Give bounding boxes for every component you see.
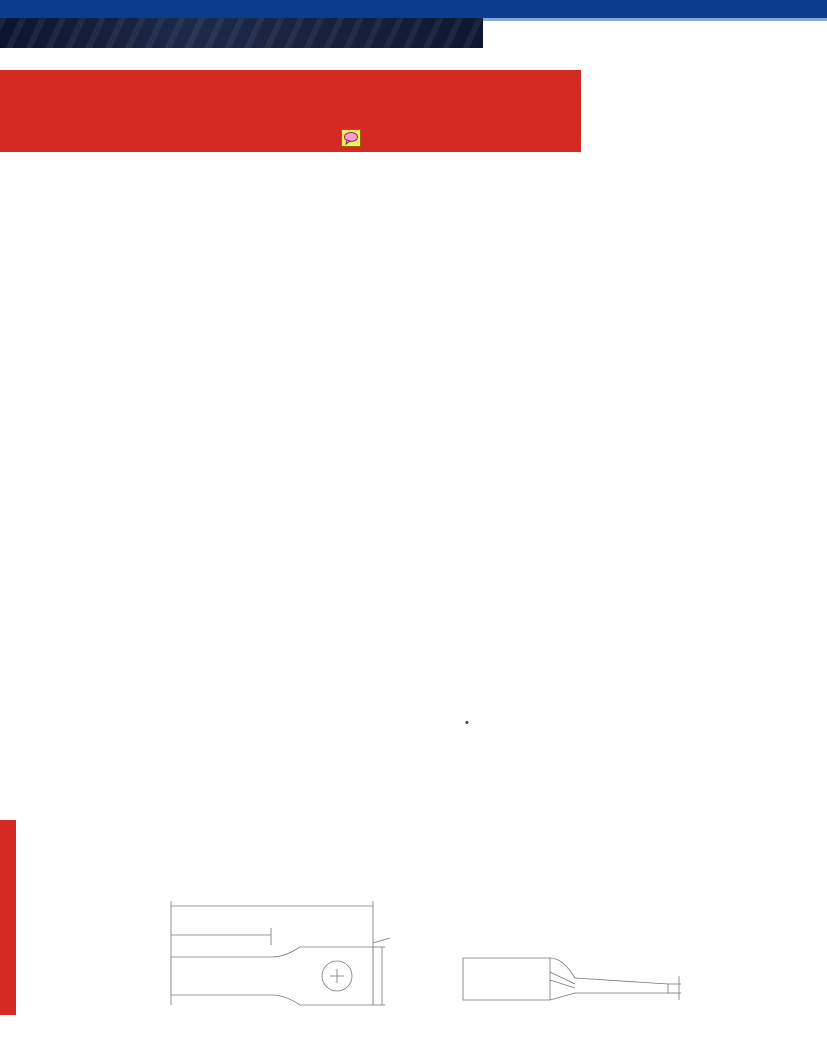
product-photo-small-lugs — [370, 172, 770, 402]
header-dark-strip — [0, 18, 483, 48]
specs-right-column — [463, 705, 730, 717]
side-accent-bar — [0, 820, 16, 1015]
technical-drawing-top-view — [160, 895, 405, 1010]
product-photo-large-lugs — [103, 405, 543, 667]
section-side-label — [2, 498, 38, 858]
comment-note-icon[interactable] — [341, 129, 361, 147]
specs-left-column — [155, 710, 422, 722]
title-banner — [0, 70, 581, 152]
technical-drawing-side-view — [455, 950, 695, 1010]
